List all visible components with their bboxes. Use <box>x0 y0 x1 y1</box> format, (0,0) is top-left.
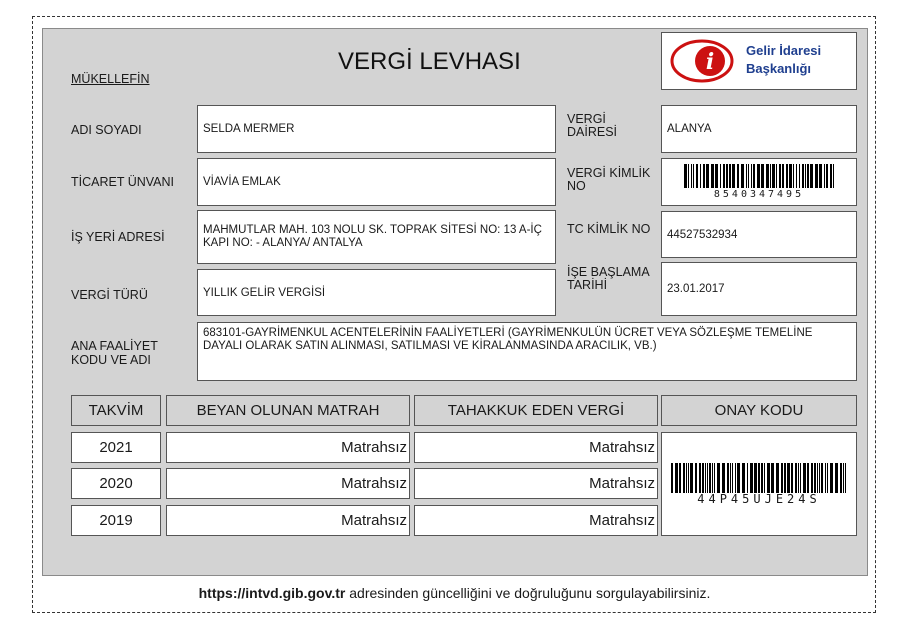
barcode-bar <box>770 164 771 188</box>
barcode-bar <box>826 164 828 188</box>
barcode-bar <box>799 164 800 188</box>
address-field <box>197 210 556 264</box>
barcode-bar <box>750 463 753 493</box>
barcode-bar <box>807 164 809 188</box>
barcode-bar <box>747 463 748 493</box>
tax-id-field <box>661 158 857 206</box>
barcode-bar <box>715 164 718 188</box>
barcode-bar <box>761 463 763 493</box>
barcode-bar <box>723 164 725 188</box>
row-matrah: Matrahsız <box>166 432 410 463</box>
activity-value: 683101-GAYRİMENKUL ACENTELERİNİN FAALİYETLERİ (GAYRİMENKULÜN ÜCRET VEYA SÖZLEŞME TEMELİNE DAYALI OLARAK SATIN ALINMASI, SATILMASI VE KİRALANMASINDA ARACILIK, VB.) <box>203 327 813 352</box>
barcode-bar <box>757 164 760 188</box>
start-date-value: 23.01.2017 <box>667 283 725 295</box>
barcode-bar <box>741 164 744 188</box>
barcode-bar <box>684 164 687 188</box>
row-vergi: Matrahsız <box>414 468 658 499</box>
barcode-bar <box>732 463 733 493</box>
barcode-bar <box>706 164 709 188</box>
barcode-bar <box>771 463 774 493</box>
barcode-bar <box>793 164 794 188</box>
barcode-bar <box>779 164 781 188</box>
section-label: MÜKELLEFİN <box>71 72 150 86</box>
barcode-bar <box>835 463 838 493</box>
barcode-bar <box>742 463 745 493</box>
barcode-bar <box>693 164 694 188</box>
row-vergi: Matrahsız <box>414 505 658 536</box>
barcode-bar <box>720 164 721 188</box>
barcode-bar <box>810 164 813 188</box>
barcode-bar <box>830 463 833 493</box>
barcode-bar <box>805 164 806 188</box>
barcode-bar <box>815 164 818 188</box>
barcode-bar <box>735 463 736 493</box>
approval-barcode <box>671 463 847 493</box>
tax-type-label: VERGİ TÜRÜ <box>71 288 148 302</box>
barcode-bar <box>679 463 681 493</box>
barcode-bar <box>675 463 678 493</box>
barcode-bar <box>707 463 708 493</box>
tax-id-label: VERGİ KİMLİK NO <box>567 166 651 193</box>
barcode-bar <box>695 463 697 493</box>
barcode-bar <box>791 463 793 493</box>
barcode-bar <box>748 164 749 188</box>
activity-field <box>197 322 857 381</box>
barcode-bar <box>702 463 704 493</box>
tc-id-label: TC KİMLİK NO <box>567 222 651 236</box>
barcode-bar <box>796 164 797 188</box>
trade-name-field <box>197 158 556 206</box>
barcode-bar <box>781 463 783 493</box>
barcode-bar <box>737 164 739 188</box>
start-date-label: İŞE BAŞLAMA TARİHİ <box>567 265 649 292</box>
barcode-bar <box>795 463 797 493</box>
footer-text: adresinden güncelliğini ve doğruluğunu sorgulayabilirsiniz. <box>345 585 711 601</box>
barcode-bar <box>737 463 740 493</box>
trade-name-label: TİCARET ÜNVANI <box>71 175 175 189</box>
gib-logo-line2: Başkanlığı <box>746 61 812 76</box>
row-year: 2020 <box>71 468 161 499</box>
gib-logo <box>661 32 857 90</box>
tax-type-value: YILLIK GELİR VERGİSİ <box>203 286 326 299</box>
footer-url[interactable]: https://intvd.gib.gov.tr <box>198 585 346 601</box>
tax-id-barcode-digits: 8540347495 <box>713 189 805 200</box>
barcode-bar <box>671 463 673 493</box>
tax-office-field <box>661 105 857 153</box>
barcode-bar <box>761 164 764 188</box>
address-value: MAHMUTLAR MAH. 103 NOLU SK. TOPRAK SİTESİ NO: 13 A-İÇ KAPI NO: - ALANYA/ ANTALYA <box>203 224 542 249</box>
barcode-bar <box>776 164 777 188</box>
barcode-bar <box>802 164 804 188</box>
page-title: VERGİ LEVHASI <box>338 48 521 75</box>
barcode-bar <box>819 164 822 188</box>
gib-logo-line1: Gelir İdaresi <box>746 43 822 58</box>
start-date-field <box>661 262 857 316</box>
barcode-bar <box>787 463 790 493</box>
barcode-bar <box>833 164 834 188</box>
name-label: ADI SOYADI <box>71 123 142 137</box>
barcode-bar <box>753 164 755 188</box>
barcode-bar <box>690 463 693 493</box>
barcode-bar <box>830 164 832 188</box>
name-value: SELDA MERMER <box>203 123 295 135</box>
barcode-bar <box>764 463 765 493</box>
activity-label: ANA FAALİYET KODU VE ADI <box>71 339 158 367</box>
barcode-bar <box>821 463 823 493</box>
barcode-bar <box>711 164 714 188</box>
barcode-bar <box>817 463 818 493</box>
barcode-bar <box>726 164 728 188</box>
approval-code-box <box>661 432 857 536</box>
header-vergi: TAHAKKUK EDEN VERGİ <box>414 395 658 426</box>
row-matrah: Matrahsız <box>166 468 410 499</box>
barcode-bar <box>700 164 701 188</box>
barcode-bar <box>699 463 701 493</box>
barcode-bar <box>751 164 752 188</box>
barcode-bar <box>803 463 806 493</box>
barcode-bar <box>714 463 715 493</box>
barcode-bar <box>746 164 747 188</box>
barcode-bar <box>767 463 770 493</box>
tax-id-barcode <box>684 164 834 188</box>
barcode-bar <box>772 164 775 188</box>
barcode-bar <box>798 463 799 493</box>
barcode-bar <box>758 463 760 493</box>
barcode-bar <box>712 463 713 493</box>
barcode-bar <box>709 463 711 493</box>
svg-text:i: i <box>705 49 715 75</box>
barcode-bar <box>827 463 828 493</box>
barcode-bar <box>730 463 731 493</box>
barcode-bar <box>703 164 705 188</box>
name-field <box>197 105 556 153</box>
header-onay-kodu: ONAY KODU <box>661 395 857 426</box>
barcode-bar <box>722 463 725 493</box>
barcode-bar <box>843 463 844 493</box>
barcode-bar <box>814 463 816 493</box>
row-vergi: Matrahsız <box>414 432 658 463</box>
address-label: İŞ YERİ ADRESİ <box>71 230 165 244</box>
barcode-bar <box>705 463 706 493</box>
barcode-bar <box>784 463 786 493</box>
gib-logo-icon <box>666 33 736 89</box>
barcode-bar <box>786 164 788 188</box>
barcode-bar <box>696 164 698 188</box>
barcode-bar <box>683 463 685 493</box>
row-matrah: Matrahsız <box>166 505 410 536</box>
barcode-bar <box>845 463 846 493</box>
barcode-bar <box>691 164 692 188</box>
barcode-bar <box>825 463 826 493</box>
barcode-bar <box>807 463 809 493</box>
barcode-bar <box>789 164 792 188</box>
barcode-bar <box>800 463 801 493</box>
barcode-bar <box>776 463 779 493</box>
barcode-bar <box>688 463 689 493</box>
barcode-bar <box>819 463 820 493</box>
tc-id-field <box>661 211 857 258</box>
trade-name-value: VİAVİA EMLAK <box>203 176 281 188</box>
row-year: 2019 <box>71 505 161 536</box>
barcode-bar <box>688 164 689 188</box>
barcode-bar <box>754 463 757 493</box>
barcode-bar <box>840 463 842 493</box>
tax-office-value: ALANYA <box>667 123 712 135</box>
barcode-bar <box>824 164 825 188</box>
barcode-bar <box>782 164 784 188</box>
barcode-bar <box>766 164 769 188</box>
barcode-bar <box>686 463 687 493</box>
barcode-bar <box>717 463 720 493</box>
approval-code-text: 44P45UJE24S <box>697 491 821 506</box>
row-year: 2021 <box>71 432 161 463</box>
tax-office-label: VERGİ DAİRESİ <box>567 112 618 139</box>
header-takvim: TAKVİM <box>71 395 161 426</box>
barcode-bar <box>732 164 735 188</box>
barcode-bar <box>727 463 729 493</box>
barcode-bar <box>811 463 813 493</box>
footer-note <box>0 585 909 601</box>
tc-id-value: 44527532934 <box>667 228 738 241</box>
tax-type-field <box>197 269 556 316</box>
header-matrah: BEYAN OLUNAN MATRAH <box>166 395 410 426</box>
barcode-bar <box>729 164 731 188</box>
